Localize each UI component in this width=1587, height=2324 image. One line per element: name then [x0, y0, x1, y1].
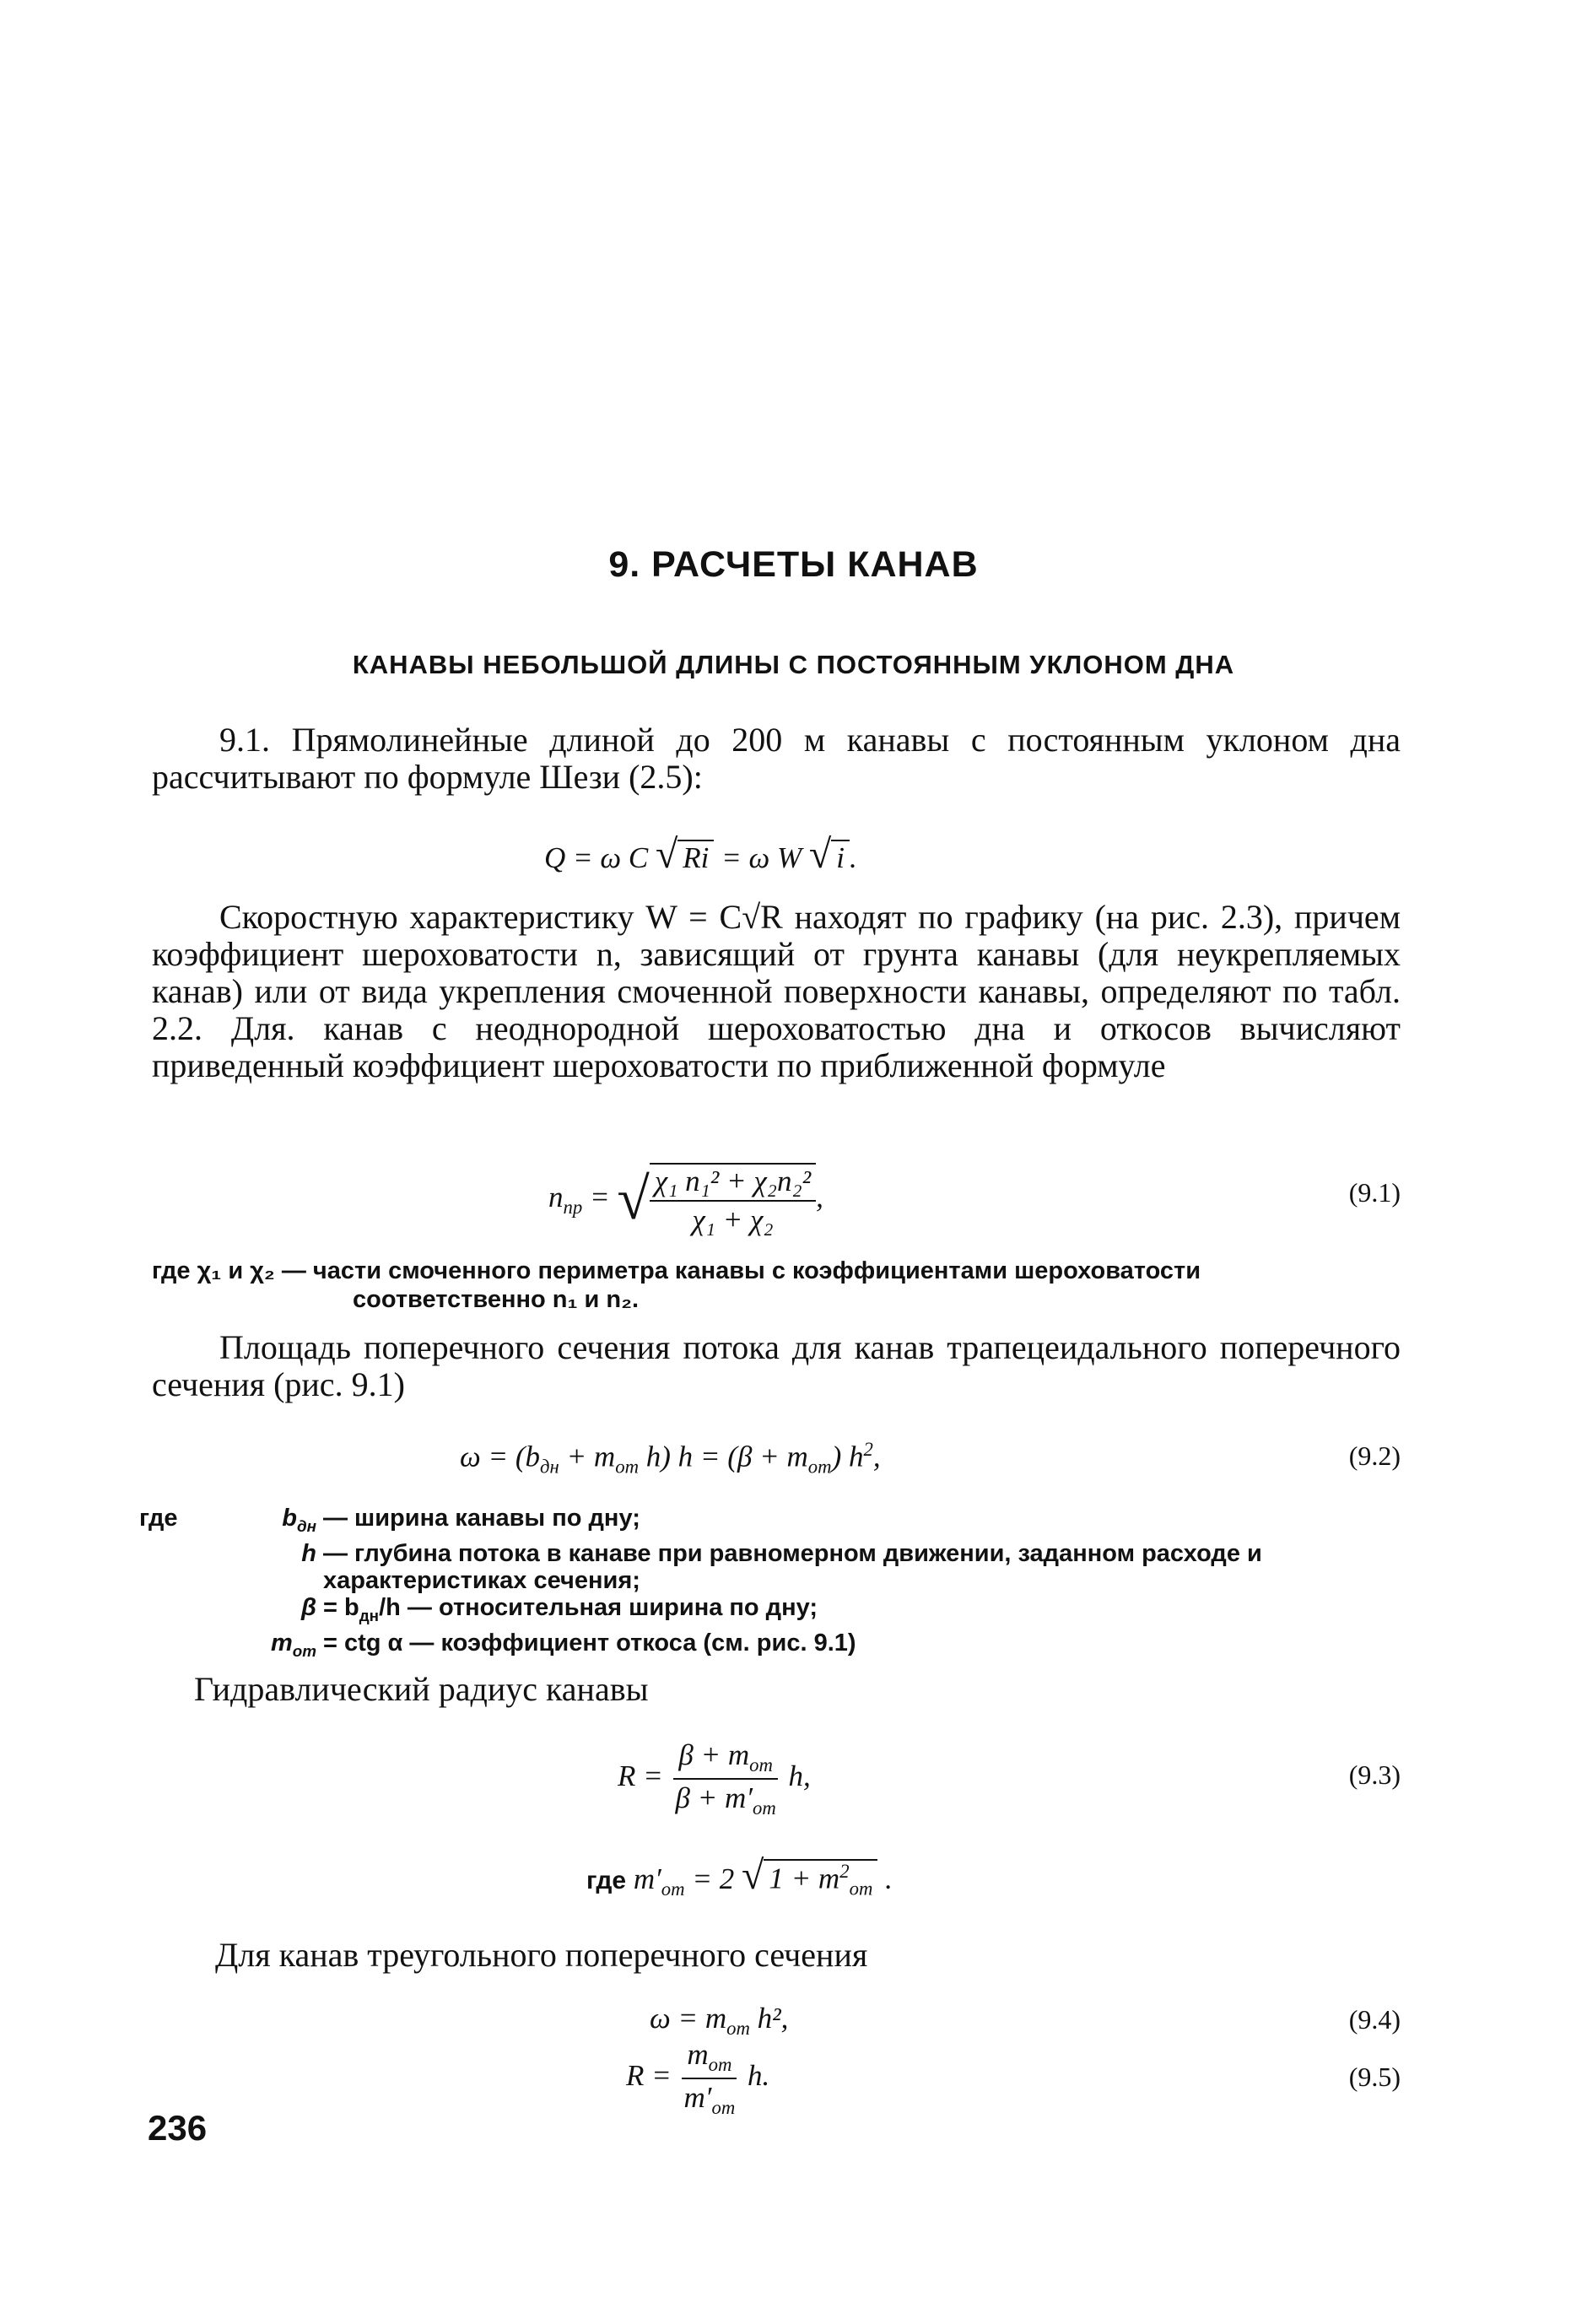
eq93b-root-sub: от: [849, 1878, 873, 1900]
def-desc-b: — ширина канавы по дну;: [323, 1505, 640, 1532]
equation-9-5: [626, 2038, 769, 2119]
equation-number-9-4: (9.4): [1348, 2004, 1401, 2035]
eq95-lhs: R =: [626, 2059, 672, 2093]
eq94-sub: от: [726, 2018, 750, 2039]
paragraph-hydraulic-radius: Гидравлический радиус канавы: [194, 1670, 649, 1708]
eq91-lhs-sub: пр: [563, 1197, 583, 1219]
def-sym-beta: β: [301, 1593, 316, 1621]
equation-9-2: $\omega = (b_{дн} + m_{от}$ h) $h = (\beta + m_{от})$ $h^2$,: [460, 1439, 881, 1478]
equation-9-1: $n_{пр}$ = √ $\frac{\text{χ₁ n₁² + χ₂n₂²}}{\text{χ₁ + χ₂}}$ ,: [548, 1165, 823, 1236]
chezy-root-1: Ri: [677, 840, 714, 875]
chezy-end: .: [849, 841, 857, 874]
chezy-mid: = ω W: [721, 841, 802, 874]
note-9-1-line-2: соответственно n₁ и n₂.: [353, 1286, 640, 1313]
equation-number-9-1: (9.1): [1348, 1177, 1401, 1208]
eq91-end: ,: [816, 1181, 823, 1214]
eq93b-eq: = 2: [692, 1862, 735, 1895]
def-sym-h: h: [301, 1539, 316, 1567]
def-row-b: [139, 1505, 1405, 1540]
eq91-fraction: [650, 1163, 816, 1237]
equation-9-4: [650, 2002, 788, 2040]
eq93b-root-sup: 2: [839, 1861, 850, 1883]
eq91-lhs: n: [548, 1181, 564, 1214]
definitions-9-2: [139, 1505, 1405, 1664]
paragraph-velocity-characteristic: Скоростную характеристику W = C√R находят по графику (на рис. 2.3), причем коэффициент шероховатости n, зависящий от грунта канавы (для неукрепляемых канав) или от вида укрепления смоченной поверхности канавы, определяют по табл. 2.2. Для. канав с неоднородной шероховатостью дна и откосов вычисляют приведенный коэффициент шероховатости по приближенной формуле: [152, 898, 1401, 1084]
paragraph-cross-section: Площадь поперечного сечения потока для канав трапецеидального поперечного сечения (рис. 9.1): [152, 1328, 1401, 1403]
equation-number-9-2: (9.2): [1348, 1440, 1401, 1471]
eq95-fraction: [679, 2038, 741, 2119]
def-sym-b: b: [282, 1505, 297, 1532]
equation-9-3: [618, 1738, 811, 1819]
eq93-num: β + m: [678, 1738, 750, 1771]
eq93-num-sub: от: [749, 1754, 773, 1775]
eq95-num: m: [687, 2038, 709, 2071]
def-desc-m: = ctg α — коэффициент откоса (см. рис. 9.1): [323, 1629, 856, 1657]
eq91-numerator: χ₁ n₁² + χ₂n₂²: [650, 1165, 816, 1202]
eq93b-end: .: [885, 1862, 893, 1895]
chezy-left: Q = ω C: [544, 841, 649, 874]
section-title: КАНАВЫ НЕБОЛЬШОЙ ДЛИНЫ С ПОСТОЯННЫМ УКЛОНОМ ДНА: [352, 650, 1235, 679]
eq93-den: β + m′: [675, 1781, 753, 1814]
eq93-tail: h,: [788, 1759, 811, 1793]
eq94-text: ω = m: [650, 2002, 727, 2035]
def-row-beta: β = $b_{дн}/h$ — относительная ширина по дну;: [139, 1594, 1405, 1630]
defs-prefix: где: [139, 1505, 178, 1532]
eq95-den: m′: [683, 2081, 712, 2114]
def-sym-m: m: [270, 1629, 293, 1657]
paragraph-9-1: 9.1. Прямолинейные длиной до 200 м канавы с постоянным уклоном дна рассчитывают по формуле Шези (2.5):: [152, 721, 1401, 796]
eq95-tail: h.: [748, 2059, 770, 2093]
page-number: 236: [148, 2108, 208, 2148]
def-sym-m-sub: от: [292, 1641, 316, 1660]
equation-number-9-3: (9.3): [1348, 1759, 1401, 1790]
eq91-denominator: χ₁ + χ₂: [692, 1203, 774, 1236]
chapter-title: 9. РАСЧЕТЫ КАНАВ: [608, 544, 979, 585]
eq93b-prefix-sub: от: [661, 1878, 685, 1900]
eq95-den-sub: от: [711, 2097, 736, 2118]
eq92-start: ω = (b: [460, 1440, 540, 1473]
chezy-formula: Q = ω C √ Ri = ω W √ i .: [544, 832, 857, 877]
eq91-eq: =: [590, 1181, 610, 1214]
eq94-tail: h²,: [757, 2002, 789, 2035]
eq95-num-sub: от: [708, 2054, 732, 2075]
def-row-h: [139, 1540, 1405, 1594]
eq93b-root: 1 + m: [769, 1862, 840, 1895]
def-desc-beta: = b: [323, 1593, 359, 1621]
note-9-1-line-1: где χ₁ и χ₂ — части смоченного периметра канавы с коэффициентами шероховатости: [152, 1257, 1201, 1284]
equation-number-9-5: (9.5): [1348, 2062, 1401, 2092]
eq93-den-sub: от: [752, 1797, 776, 1819]
chezy-root-2: i: [831, 840, 850, 875]
def-desc-h: — глубина потока в канаве при равномерном движении, заданном расходе и характеристиках сечения;: [323, 1539, 1262, 1594]
def-sym-b-sub: дн: [296, 1516, 316, 1535]
paragraph-triangular: Для канав треугольного поперечного сечения: [215, 1936, 868, 1974]
eq93-fraction: [671, 1738, 781, 1819]
def-desc-beta-rest: /h — относительная ширина по дну;: [379, 1593, 818, 1621]
equation-m-prime: где $m'_{от} = 2$ √ $1 + m^2_{от}$ .: [586, 1853, 893, 1900]
eq93-lhs: R =: [618, 1759, 663, 1793]
def-row-m: [139, 1630, 1405, 1665]
